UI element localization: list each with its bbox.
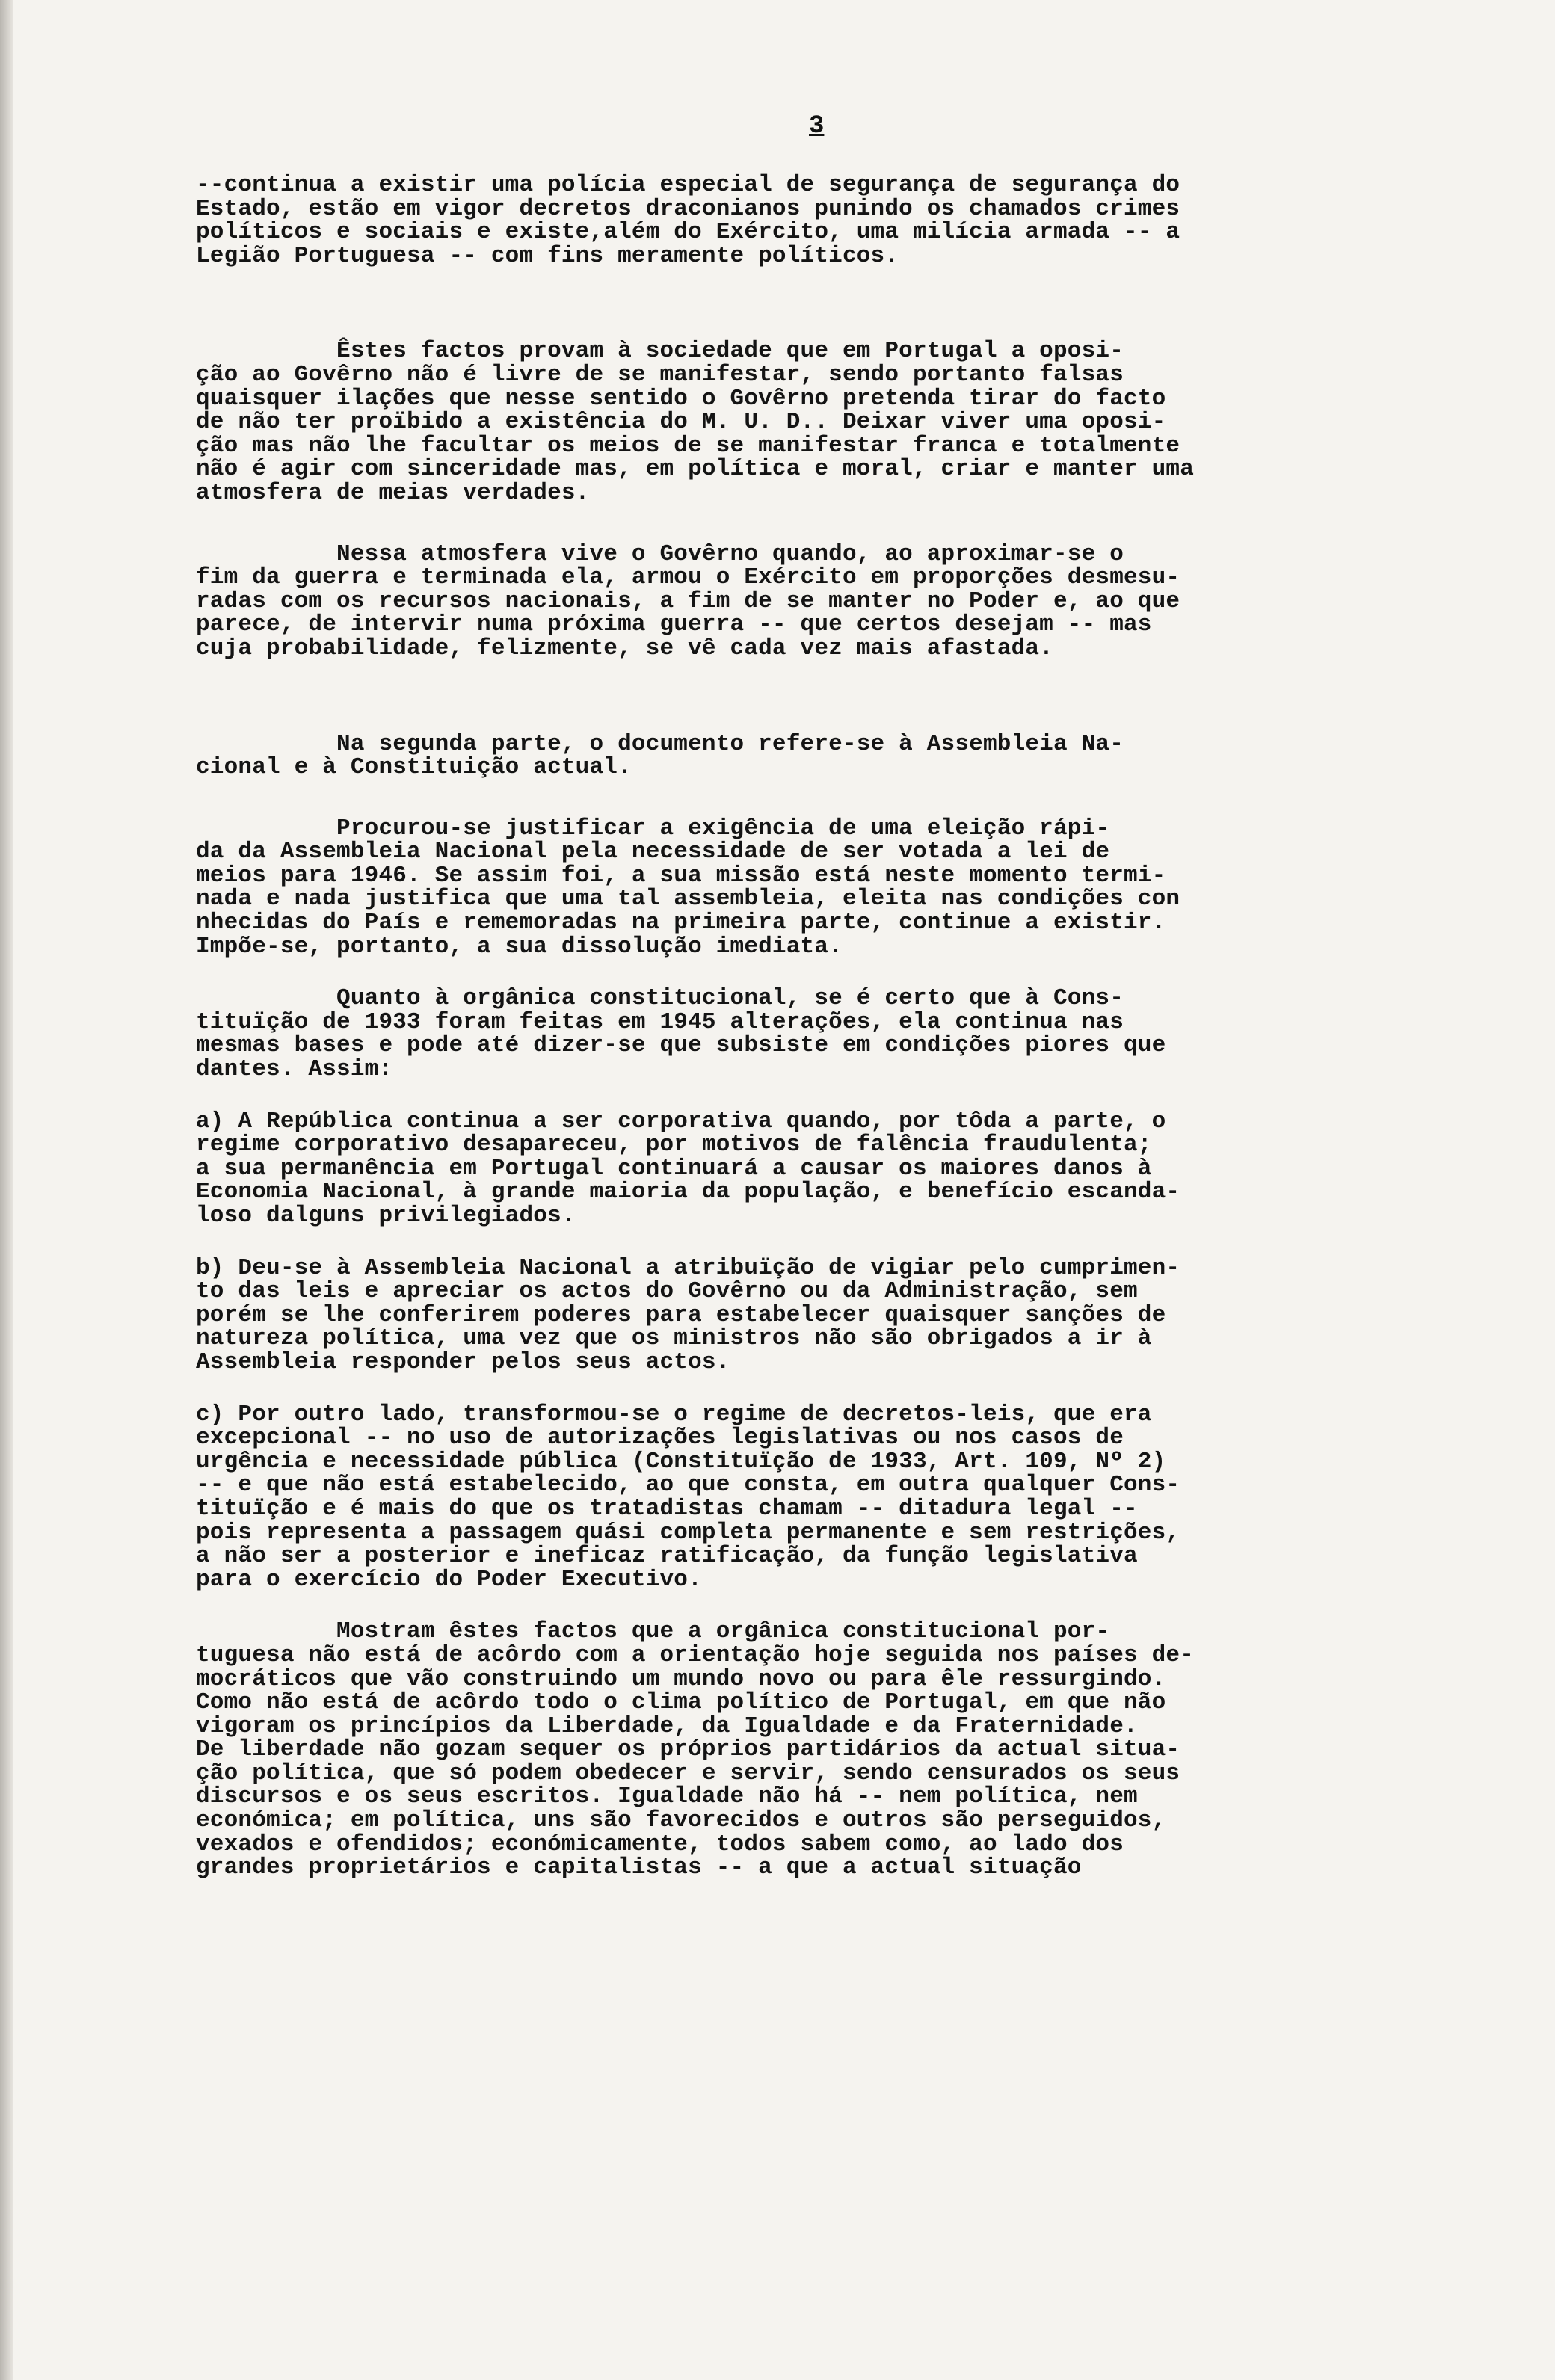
text-line: Na segunda parte, o documento refere-se à Assembleia Na- [196,730,1124,757]
text-line: radas com os recursos nacionais, a fim de se manter no Poder e, ao que [196,588,1180,614]
text-line: excepcional -- no uso de autorizações legislativas ou nos casos de [196,1425,1124,1452]
text-line: cuja probabilidade, felizmente, se vê cada vez mais afastada. [196,635,1053,662]
text-line: urgência e necessidade pública (Constituïção de 1933, Art. 109, Nº 2) [196,1448,1166,1475]
text-line: Legião Portuguesa -- com fins meramente políticos. [196,242,899,269]
text-line: não é agir com sinceridade mas, em política e moral, criar e manter uma [196,456,1195,483]
text-line: regime corporativo desapareceu, por motivos de falência fraudulenta; [196,1132,1152,1159]
text-line: nada e nada justifica que uma tal assembleia, eleita nas condições con [196,886,1180,913]
text-line: Quanto à orgânica constitucional, se é certo que à Cons- [196,985,1124,1012]
text-line: cional e à Constituição actual. [196,754,632,781]
text-line: Mostram êstes factos que a orgânica constitucional por- [196,1618,1110,1645]
text-line: fim da guerra e terminada ela, armou o Exército em proporções desmesu- [196,564,1180,591]
text-line: b) Deu-se à Assembleia Nacional a atribuïção de vigiar pelo cumprimen- [196,1254,1180,1281]
paragraph-opposition [196,339,1467,505]
text-line: tituïção de 1933 foram feitas em 1945 alterações, ela continua nas [196,1008,1124,1035]
paragraph-police [196,173,1467,268]
text-line: vexados e ofendidos; económicamente, todos sabem como, ao lado dos [196,1831,1124,1858]
text-line: meios para 1946. Se assim foi, a sua missão está neste momento termi- [196,862,1166,889]
scan-edge-shadow [0,0,13,2380]
text-line: natureza política, uma vez que os ministros não são obrigados a ir à [196,1325,1152,1352]
text-line: pois representa a passagem quási completa permanente e sem restrições, [196,1519,1180,1546]
text-line: -- e que não está estabelecido, ao que consta, em outra qualquer Cons- [196,1472,1180,1499]
text-line: económica; em política, uns são favorecidos e outros são perseguidos, [196,1807,1166,1834]
text-line: políticos e sociais e existe,além do Exército, uma milícia armada -- a [196,219,1180,246]
item-a [196,1110,1467,1228]
text-line: Economia Nacional, à grande maioria da população, e benefício escanda- [196,1179,1180,1206]
text-line: ção política, que só podem obedecer e servir, sendo censurados os seus [196,1760,1180,1786]
text-line: porém se lhe conferirem poderes para estabelecer quaisquer sanções de [196,1301,1166,1328]
text-line: tuguesa não está de acôrdo com a orientação hoje seguida nos países de- [196,1641,1195,1668]
text-line: Como não está de acôrdo todo o clima político de Portugal, em que não [196,1689,1166,1716]
text-line: dantes. Assim: [196,1056,393,1083]
text-line: loso dalguns privilegiados. [196,1203,576,1229]
text-line: Assembleia responder pelos seus actos. [196,1348,730,1375]
text-line: c) Por outro lado, transformou-se o regime de decretos-leis, que era [196,1401,1152,1428]
text-line: Procurou-se justificar a exigência de uma eleição rápi- [196,815,1110,842]
text-line: tituïção e é mais do que os tratadistas chamam -- ditadura legal -- [196,1495,1138,1522]
text-line: grandes proprietários e capitalistas -- a que a actual situação [196,1855,1082,1881]
paragraph-second-part [196,730,1467,781]
text-line: mocráticos que vão construindo um mundo novo ou para êle ressurgindo. [196,1665,1166,1692]
text-line: Impõe-se, portanto, a sua dissolução imediata. [196,933,843,960]
text-line: atmosfera de meias verdades. [196,479,590,506]
text-line: Estado, estão em vigor decretos draconianos punindo os chamados crimes [196,195,1180,222]
text-line: ção ao Govêrno não é livre de se manifestar, sendo portanto falsas [196,361,1124,388]
text-line: a não ser a posterior e ineficaz ratificação, da função legislativa [196,1543,1138,1570]
text-line: ção mas não lhe facultar os meios de se manifestar franca e totalmente [196,432,1180,459]
document-body [196,173,1467,1880]
text-line: De liberdade não gozam sequer os próprios partidários da actual situa- [196,1736,1180,1763]
item-c [196,1403,1467,1592]
text-line: da da Assembleia Nacional pela necessidade de ser votada a lei de [196,839,1110,866]
page-number: 3 [809,112,825,141]
text-line: quaisquer ilações que nesse sentido o Govêrno pretenda tirar do facto [196,385,1166,412]
text-line: a) A República continua a ser corporativa quando, por tôda a parte, o [196,1108,1166,1135]
text-line: discursos e os seus escritos. Igualdade não há -- nem política, nem [196,1784,1138,1810]
text-line: Êstes factos provam à sociedade que em Portugal a oposi- [196,338,1124,365]
item-b [196,1254,1467,1375]
text-line: para o exercício do Poder Executivo. [196,1566,702,1593]
text-line: mesmas bases e pode até dizer-se que subsiste em condições piores que [196,1032,1166,1059]
paragraph-constitution [196,987,1467,1081]
text-line: de não ter proïbido a existência do M. U. D.. Deixar viver uma oposi- [196,409,1166,436]
text-line: parece, de intervir numa próxima guerra -- que certos desejam -- mas [196,611,1152,638]
text-line: to das leis e apreciar os actos do Govêrno ou da Administração, sem [196,1278,1138,1305]
text-line: nhecidas do País e rememoradas na primeira parte, continue a existir. [196,910,1166,937]
text-line: a sua permanência em Portugal continuará a causar os maiores danos à [196,1155,1152,1182]
paragraph-assembly [196,817,1467,959]
text-line: Nessa atmosfera vive o Govêrno quando, ao aproximar-se o [196,540,1124,567]
paragraph-conclusion [196,1620,1467,1880]
text-line: --continua a existir uma polícia especial de segurança de segurança do [196,172,1180,198]
paragraph-army [196,540,1467,662]
text-line: vigoram os princípios da Liberdade, da Igualdade e da Fraternidade. [196,1712,1138,1739]
